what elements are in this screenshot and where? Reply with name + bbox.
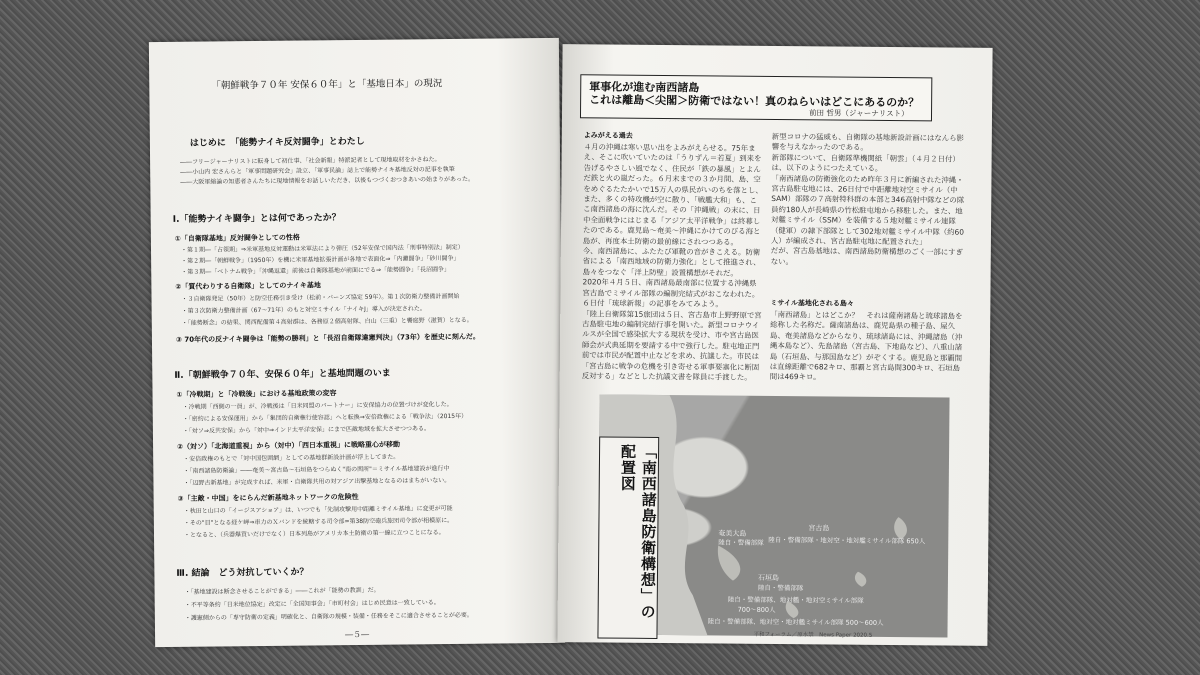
map-label: 石垣島 [757,573,780,583]
intro-line: ――大阪軍縮論の知恵者さんたちに現地情報をお話しいただき、以後もつづくおつきあいの始まりがあった。 [180,175,474,186]
col1-paragraph: 「陸上自衛隊第15旅団は５日、宮古島市上野野原で宮古島駐屯地の編制完結行事を開いた。新型コロナウイルスが全国で感染拡大する現状を受け、市や宮古島医師会が式典延期を要請する中で強行した。駐屯地正門前では市民が配置中止などを求め、抗議した。市民は「宮古島に戦争の危機を引き寄せる軍事要塞化に断固反対する」などとした抗議文書を隊員に手渡した。 [581,308,762,382]
map-label: 陸自・警備部隊、地対空・地対艦ミサイル部隊 500～600人 [707,617,884,627]
section2-item: ・冷戦期「西側の一員」が、冷戦後は「日米同盟のパートナー」に安保協力の位置づけが変化した。 [182,401,453,411]
section2-item: ・その"目"となる経ケ岬⇒車力のＸバンドを統轄する司令部=第38防空砲兵旅団司令部が相模原に。 [183,517,454,527]
map-label: 陸自・警備部隊 [757,583,804,593]
section1-item: ・第３期―「ベトナム戦争」「沖縄返還」前後は自衛隊基地が前面にでる⇒「能勢闘争」「長沼闘争」 [181,266,451,276]
intro-heading: はじめに 「能勢ナイキ反対闘争」とわたし [189,136,365,149]
section1-item: ・第１期―「占領期」⇒米軍基地反対運動は米軍法により弾圧（52年安保で国内法「刑事特別法」制定） [180,243,464,254]
col1-paragraph: 2020年４月５日、南西諸島最南部に位置する沖縄県宮古島でミサイル部隊の編制完結式がおこなわれた。６日付「琉球新報」の記事をみてみよう。 [582,277,760,309]
section3-item: ・不平等条約「日米地位協定」改定に「全国知事会」「市町村会」はじめ民意は一致している。 [184,599,440,609]
section3-item: ・「基地建設は断念させることができる」――これが「能勢の教訓」だ。 [184,586,380,596]
map-label: 陸自・警備部隊、地対艦・地対空ミサイル部隊 [727,595,864,605]
section1-item: ・「能勢断念」の結果、関西配備第４高射群は、各務原２個高射隊、白山（三重）と饗庭野（滋賀）となる。 [181,316,473,327]
island-shape [718,546,741,581]
section2-item: ①「冷戦期」と「冷戦後」における基地政策の変容 [176,389,337,399]
map-title: 「南西諸島防衛構想」の配置図 [618,443,659,620]
map-label: 700～800人 [737,605,776,615]
section1-item: ・第２期―「朝鮮戦争」（1950年）を機に米軍基地拡張計画が各地で表面化⇒「内灘闘争」「砂川闘争」 [181,254,460,265]
map-label: 陸自・警備部隊・地対空・地対艦ミサイル部隊 650人 [768,535,926,546]
map-title-box [597,436,659,639]
article-author: 前田 哲男（ジャーナリスト） [808,108,909,119]
col2-tail: 「南西諸島」とはどこか？ それは薩南諸島と琉球諸島を総称した名称だ。薩南諸島は、鹿児島県の種子島、屋久島、奄美諸島などからなり、琉球諸島には、沖縄諸島（沖縄本島など）、先島諸島（宮古島、下地島など）、八重山諸島（石垣島、与那国島など）がぞくする。鹿児島と那覇間は直線距離で682キロ、那覇と宮古島間300キロ、石垣島間は469キロ。 [769,309,963,382]
col1-paragraph: 今、南西諸島に、ふたたび軍靴の音がきこえる。防衛省による「南西地域の防衛力強化」として推進され、島々をつなぐ「洋上防壁」設置構想がそれだ。 [582,246,761,278]
section2-item: ③「主敵・中国」をにらんだ新基地ネットワークの危険性 [177,492,359,503]
section2-item: ・秋田と山口の「イージスアショア」は、いつでも「先制攻撃用中距離ミサイル基地」に変更が可能 [183,505,453,515]
article-title-box [580,74,932,121]
article-title-line2: これは離島＜尖閣＞防衛ではない！真のねらいはどこにあるのか？ [589,93,920,110]
section2-item: ・「密約による安保運用」から「集団的自衛権行使容認」へと転換⇒安倍政権による「戦争法」（2015年） [182,412,468,423]
section2-item: ②（対ソ）「北海道重視」から（対中）「西日本重視」に戦略重心が移動 [177,440,401,451]
article-title-line1: 軍事化が進む南西諸島 [589,80,700,95]
island-shape [855,572,867,587]
section2-item: ・となると、（兵器爆買いだけでなく）日本列島がアメリカ本土防衛の第一線に立つことになる。 [183,529,445,539]
map-label: 奄美大島 [718,529,747,538]
col1-heading: よみがえる過去 [583,131,633,140]
col2-paragraph: 新型コロナの猛威も、自衛隊の基地新設計画にはなんら影響を与えなかったのである。 [771,131,965,153]
col2-paragraph: だが、宮古島基地は、南西諸島防衛構想のごく一部にすぎない。 [770,246,964,267]
section2-item: ・「南西諸島防衛論」――奄美～宮古島～石垣島をつらぬく"南の関所"＝ミサイル基地建設が進行中 [183,465,450,475]
section1-item: ①「自衛隊基地」反対闘争としての性格 [174,233,300,243]
right-page [557,44,992,646]
intro-line: ――フリージャーナリストに転身して初仕事、「社会新報」特派記者として現地取材をかさねた。 [180,156,441,166]
col2-paragraph: 新部隊について、自衛隊準機関紙「朝雲」（４月２日付）は、以下のようにつたえている。 [771,152,960,174]
island-shape [894,517,907,539]
section3-heading: Ⅲ. 結論 どう対抗していくか？ [176,567,309,579]
left-page-header: 「朝鮮戦争７０年 安保６０年」と「基地日本」の現況 [211,78,443,92]
section2-item: ・「辺野古新基地」が完成すれば、米軍・自衛隊共用の対アジア出撃基地となるのはまちがいない。 [183,477,451,487]
section2-heading: Ⅱ.「朝鮮戦争７０年、安保６０年」と基地問題のいま [174,368,391,381]
col2-body [770,132,967,294]
left-page [149,38,565,647]
section1-item: ・３自衛隊発足（50年）と防空任務引き受け（松前・バーンズ協定 59年）。第１次防衛力整備計画開始 [181,292,460,303]
section2-item: ・安倍政権のもとで「対中国包囲網」としての基地群新設計画が浮上してきた。 [183,453,400,463]
section1-item: ・第３次防衛力整備計画（67～71年）のもと対空ミサイル「ナイキJ」導入が決定された。 [181,305,426,315]
section2-item: ・「対ソ⇒反共安保」から「対中⇒インド太平洋安保」にまで匹敵地域を拡大させつつある。 [182,425,431,435]
section1-item: ②「質代わりする自衛隊」としてのナイキ基地 [175,281,321,291]
map-label: 陸自・警備部隊 [718,538,764,547]
intro-line: ――小山内 宏さんらと「軍事問題研究会」設立、「軍事民論」誌上で能勢ナイキ基地反対の記事を執筆 [180,165,455,176]
page-number: ―５― [345,629,370,640]
col1-paragraph: ４月の沖縄は寒い思い出をよみがえらせる。75年まえ、そこに吹いていたのは「うりずん＝若夏」到来を告げるやさしい風でなく、住民が「鉄の暴風」とよんだ鉄と火の嵐だった。６月末までの３か月間、島、空をめぐるたたかいで15万人の県民がいのちを落とし、また、多くの特攻機が空に散り、「戦艦大和」も、ここ南西諸島の海に沈んだ。その「沖縄戦」の末に、日中全面戦争にはじまる「アジア太平洋戦争」は終幕したのである。鹿児島～奄美～沖縄にかけてのびる海と島が、再度本土防衛の最前線にされつつある。 [582,142,763,247]
section1-heading: Ⅰ.「能勢ナイキ闘争」とは何であったか？ [172,213,341,225]
page-footer: 平和フォーラム／原水禁 News Paper 2020.5 [753,631,873,639]
col2-heading: ミサイル基地化される島々 [770,298,854,308]
section3-item: ・護憲側からの「専守防衛の定義」明確化と、自衛隊の規模・装備・任務をそこに適合させることが必要。 [184,611,473,622]
col2-paragraph: 「南西諸島の防衛強化のため昨年３月に新編された沖縄・宮古島駐屯地には、26日付で中距離地対空ミサイル（中SAM）部隊の７高射特科群の本部と346高射中隊などの隊員約180人が長崎県の竹松駐屯地から移駐した。また、地対艦ミサイル（SSM）を装備する５地対艦ミサイル連隊（健軍）の隷下部隊として302地対艦ミサイル中隊（約60人）が編成され、宮古島駐屯地に配置された」 [770,173,965,247]
section1-item: ③ 70年代の反ナイキ闘争は「能勢の勝利」と「長沼自衛隊違憲判決」（73年）を歴史に刻んだ。 [175,332,480,344]
map-label: 宮古島 [808,524,830,533]
col1-body [582,142,764,394]
